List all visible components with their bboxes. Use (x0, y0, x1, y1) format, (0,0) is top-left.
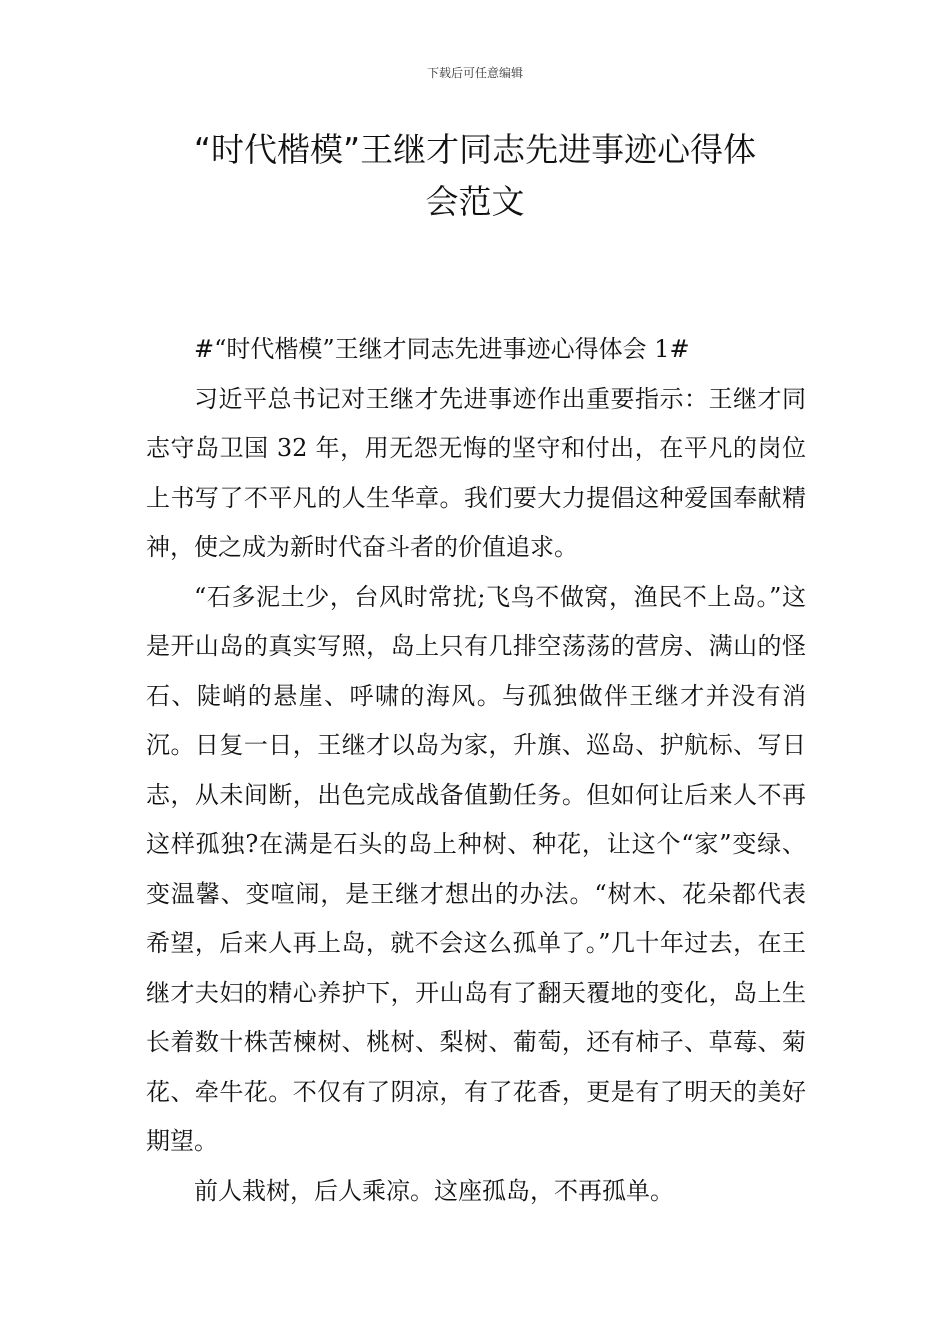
title-line-1: “时代楷模”王继才同志先进事迹心得体 (193, 130, 757, 169)
paragraph-1: 习近平总书记对王继才先进事迹作出重要指示：王继才同志守岛卫国 32 年，用无怨无悔的坚守和付出，在平凡的岗位上书写了不平凡的人生华章。我们要大力提倡这种爱国奉献精神，使之成为新时代奋斗者的价值追求。 (146, 384, 806, 561)
header-note: 下载后可任意编辑 (426, 66, 523, 80)
document-body (146, 325, 806, 1216)
document-title (150, 124, 800, 228)
section-subheading: #“时代楷模”王继才同志先进事迹心得体会 1# (194, 335, 690, 363)
paragraph-3: 前人栽树，后人乘凉。这座孤岛，不再孤单。 (194, 1176, 674, 1205)
title-line-2: 会范文 (425, 182, 525, 221)
paragraph-2: “石多泥土少，台风时常扰;飞鸟不做窝，渔民不上岛。”这是开山岛的真实写照，岛上只有几排空荡荡的营房、满山的怪石、陡峭的悬崖、呼啸的海风。与孤独做伴王继才并没有消沉。日复一日，王继才以岛为家，升旗、巡岛、护航标、写日志，从未间断，出色完成战备值勤任务。但如何让后来人不再这样孤独?在满是石头的岛上种树、种花，让这个“家”变绿、变温馨、变喧闹，是王继才想出的办法。“树木、花朵都代表希望，后来人再上岛，就不会这么孤单了。”几十年过去，在王继才夫妇的精心养护下，开山岛有了翻天覆地的变化，岛上生长着数十株苦楝树、桃树、梨树、葡萄，还有柿子、草莓、菊花、牵牛花。不仅有了阴凉，有了花香，更是有了明天的美好期望。 (146, 582, 806, 1155)
